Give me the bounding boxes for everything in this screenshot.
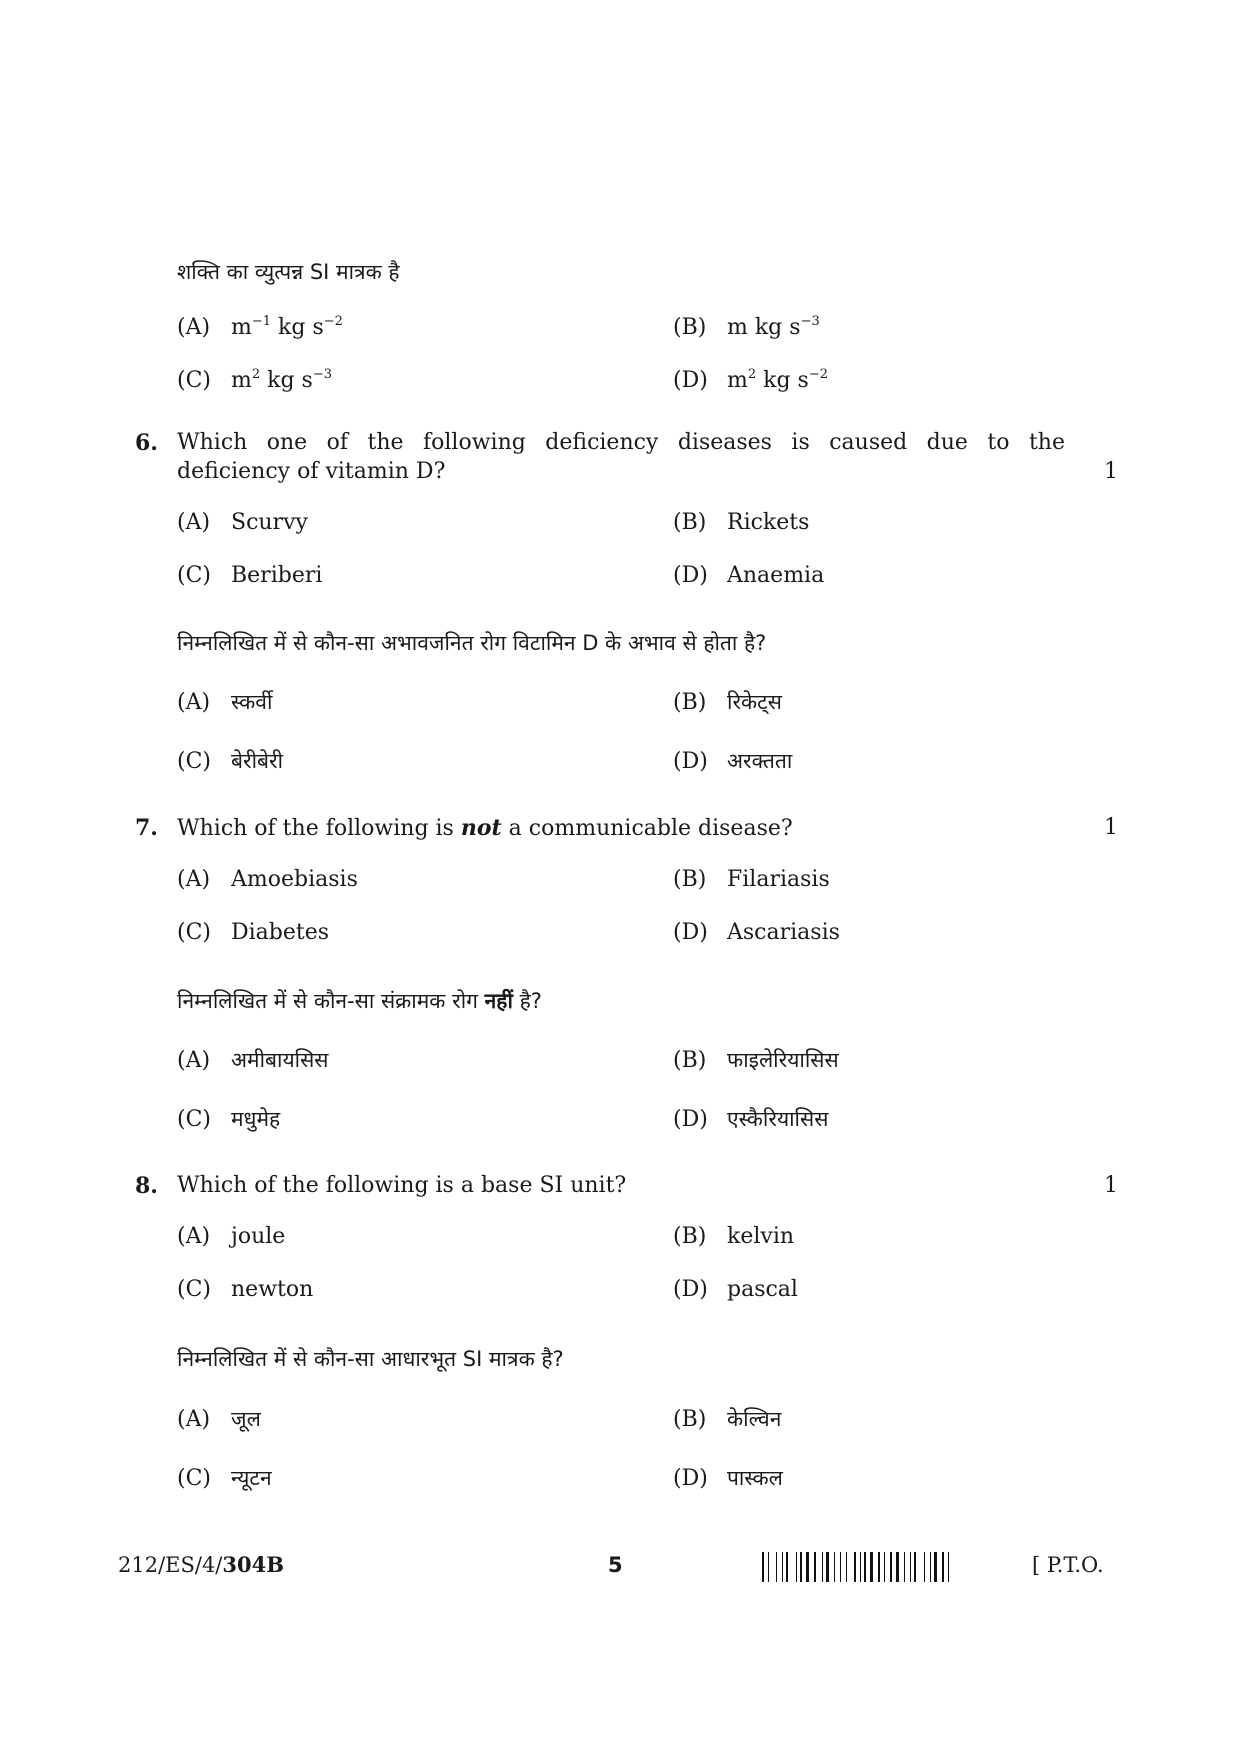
q7-hindi-option-b: (B) फाइलेरियासिस xyxy=(673,1048,839,1073)
page-number: 5 xyxy=(608,1553,623,1577)
q6-text-line1: Which one of the following deficiency diseases is caused due to the xyxy=(177,430,1065,455)
q6-option-c: (C) Beriberi xyxy=(177,563,323,588)
q5-option-a: (A) $m^{-1}$ kg $s^{-2}$ xyxy=(177,314,343,340)
q7-option-d: (D) Ascariasis xyxy=(673,920,840,945)
q8-option-b: (B) kelvin xyxy=(673,1224,795,1249)
q6-hindi-option-c: (C) बेरीबेरी xyxy=(177,749,284,774)
q8-hindi-option-a: (A) जूल xyxy=(177,1407,261,1432)
q6-text-line2: deficiency of vitamin D? xyxy=(177,459,446,484)
q6-option-d: (D) Anaemia xyxy=(673,563,825,588)
q7-hindi-option-a: (A) अमीबायसिस xyxy=(177,1048,329,1073)
q8-number: 8. xyxy=(135,1173,158,1199)
q5-option-d: (D) $m^2$ kg $s^{-2}$ xyxy=(673,367,829,393)
q5-hindi-text: शक्ति का व्युत्पन्न SI मात्रक है xyxy=(177,260,400,284)
q7-text: Which of the following is not a communicable disease? xyxy=(177,815,793,841)
q7-option-b: (B) Filariasis xyxy=(673,867,830,892)
q6-hindi-option-a: (A) स्कर्वी xyxy=(177,690,273,715)
q5-option-b: (B) m kg $s^{-3}$ xyxy=(673,314,820,340)
q8-option-d: (D) pascal xyxy=(673,1277,798,1302)
q8-option-a: (A) joule xyxy=(177,1224,286,1249)
q6-hindi-option-b: (B) रिकेट्स xyxy=(673,690,782,715)
q7-hindi-text: निम्नलिखित में से कौन-सा संक्रामक रोग नहीं है? xyxy=(177,989,542,1013)
q7-option-c: (C) Diabetes xyxy=(177,920,330,945)
barcode-image xyxy=(762,1552,1020,1582)
q8-hindi-option-c: (C) न्यूटन xyxy=(177,1466,272,1491)
q7-hindi-option-c: (C) मधुमेह xyxy=(177,1107,281,1132)
q6-hindi-option-d: (D) अरक्तता xyxy=(673,749,793,774)
q8-hindi-option-b: (B) केल्विन xyxy=(673,1407,782,1432)
q6-option-b: (B) Rickets xyxy=(673,510,810,535)
q6-option-a: (A) Scurvy xyxy=(177,510,308,535)
q7-number: 7. xyxy=(135,815,158,841)
q6-marks: 1 xyxy=(1104,459,1118,484)
q7-option-a: (A) Amoebiasis xyxy=(177,867,358,892)
q8-option-c: (C) newton xyxy=(177,1277,314,1302)
q7-marks: 1 xyxy=(1104,815,1118,840)
q8-hindi-text: निम्नलिखित में से कौन-सा आधारभूत SI मात्रक है? xyxy=(177,1347,564,1371)
q8-marks: 1 xyxy=(1104,1173,1118,1198)
pto-label: [ P.T.O. xyxy=(1032,1553,1104,1577)
paper-code: 212/ES/4/304B xyxy=(118,1552,284,1577)
q6-hindi-text: निम्नलिखित में से कौन-सा अभावजनित रोग विटामिन D के अभाव से होता है? xyxy=(177,631,767,655)
q8-text: Which of the following is a base SI unit? xyxy=(177,1173,627,1198)
q5-option-c: (C) $m^2$ kg $s^{-3}$ xyxy=(177,367,333,393)
q7-hindi-option-d: (D) एस्कैरियासिस xyxy=(673,1107,829,1132)
q6-number: 6. xyxy=(135,430,158,456)
q8-hindi-option-d: (D) पास्कल xyxy=(673,1466,783,1491)
